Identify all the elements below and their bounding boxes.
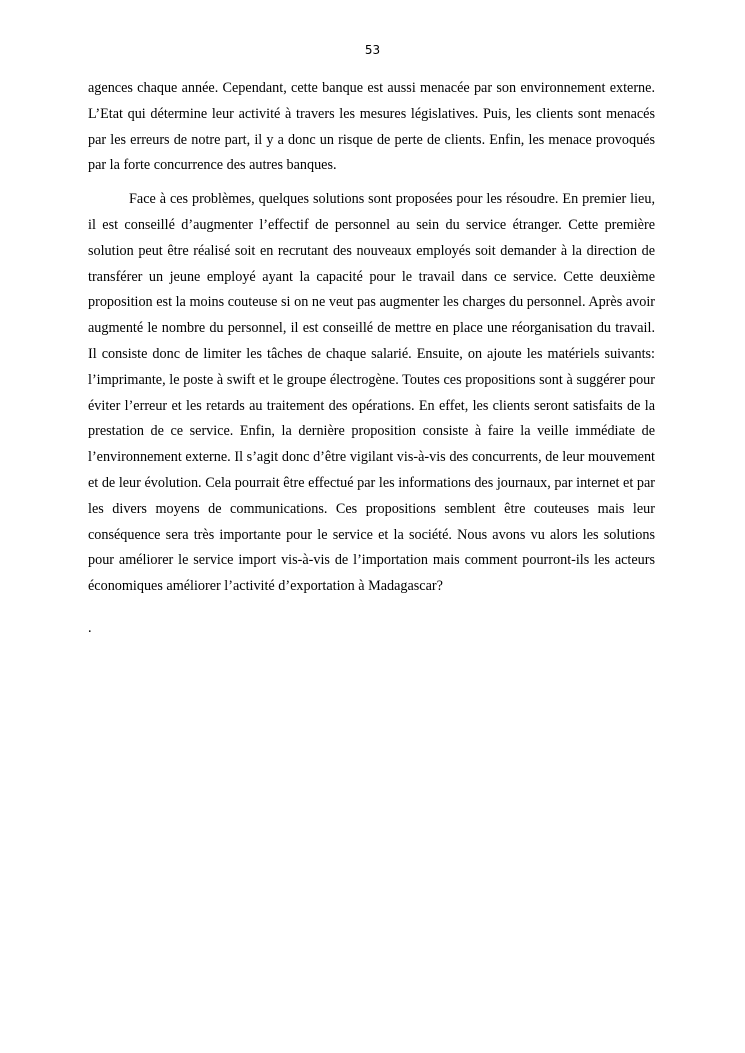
page-number: 53 [364, 43, 381, 57]
paragraph-solutions: Face à ces problèmes, quelques solutions sont proposées pour les résoudre. En premier lieu, il est conseillé d’augmenter l’effectif de personnel au sein du service étranger. Cette première solution peut être réalisé soit en recrutant des nouveaux employés soit demander à la direction de transférer un jeune employé ayant la capacité pour le travail dans ce service. Cette deuxième proposition est la moins couteuse si on ne veut pas augmenter les charges du personnel. Après avoir augmenté le nombre du personnel, il est conseillé de mettre en place une réorganisation du travail. Il consiste donc de limiter les tâches de chaque salarié. Ensuite, on ajoute les matériels suivants: l’imprimante, le poste à swift et le groupe électrogène. Toutes ces propositions sont à suggérer pour éviter l’erreur et les retards au traitement des opérations. En effet, les clients seront satisfaits de la prestation de ce service. Enfin, la dernière proposition consiste à faire la veille immédiate de l’environnement externe. Il s’agit donc d’être vigilant vis-à-vis des concurrents, de leur mouvement et de leur évolution. Cela pourrait être effectué par les informations des journaux, par internet et par les divers moyens de communications. Ces propositions semblent être couteuses mais leur conséquence sera très importante pour le service et la société. Nous avons vu alors les solutions pour améliorer le service import vis-à-vis de l’importation mais comment pourront-ils les acteurs économiques améliorer l’activité d’exportation à Madagascar? [88, 191, 655, 595]
trailing-period: . [88, 619, 92, 636]
paragraph-threats: agences chaque année. Cependant, cette banque est aussi menacée par son environnement externe. L’Etat qui détermine leur activité à travers les mesures législatives. Puis, les clients sont menacés par les erreurs de notre part, il y a donc un risque de perte de clients. Enfin, les menace provoqués par la forte concurrence des autres banques. [88, 80, 655, 174]
document-body [88, 76, 655, 642]
